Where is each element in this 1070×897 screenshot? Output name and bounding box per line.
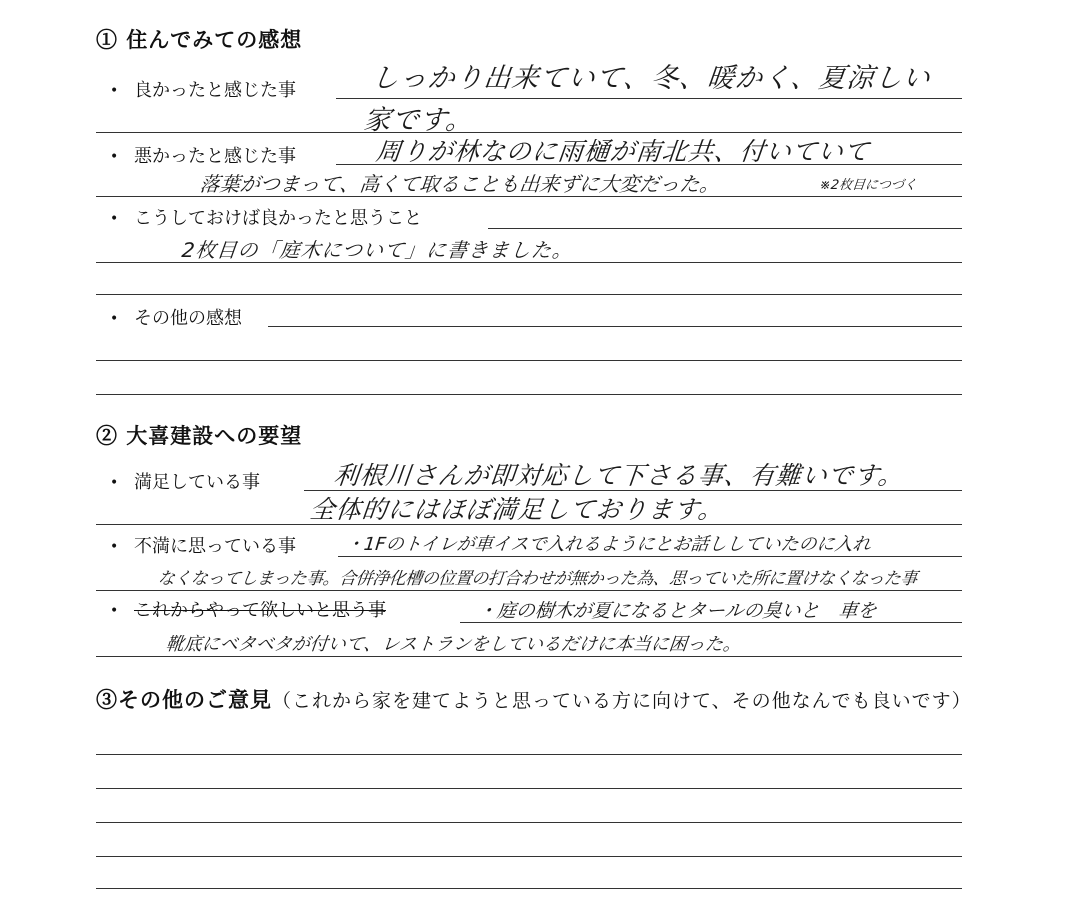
label-unsatisfied: • 不満に思っている事	[110, 536, 300, 558]
answer-line	[96, 888, 962, 889]
answer-satisfied-line1: 利根川さんが即対応して下さる事、有難いです。	[332, 461, 906, 490]
label-good: • 良かったと感じた事	[110, 80, 300, 102]
bullet-icon: •	[110, 475, 119, 491]
answer-want-line1: ・庭の樹木が夏になるとタールの臭いと 車を	[476, 600, 878, 622]
answer-line	[96, 294, 962, 295]
answer-want-line2: 靴底にベタベタが付いて、レストランをしているだけに本当に困った。	[164, 634, 743, 655]
answer-bad-note: ※2枚目につづく	[819, 178, 918, 193]
answer-line	[96, 360, 962, 361]
answer-line	[96, 822, 962, 823]
answer-unsatisfied-line2: なくなってしまった事。合併浄化槽の位置の打合わせが無かった為、思っていた所に置けなくなった事	[156, 569, 918, 589]
label-satisfied: • 満足している事	[110, 472, 264, 494]
bullet-icon: •	[110, 149, 119, 165]
answer-line	[96, 394, 962, 395]
answer-bad-line1: 周りが林なのに雨樋が南北共、付いていて	[374, 137, 872, 166]
answer-good-line1: しっかり出来ていて、冬、暖かく、夏涼しい	[370, 63, 933, 94]
bullet-icon: •	[110, 603, 119, 619]
label-should: • こうしておけば良かったと思うこと	[110, 208, 426, 230]
section-2-title: ② 大喜建設への要望	[96, 423, 303, 448]
answer-line	[338, 556, 962, 557]
section-3-title: ③その他のご意見（これから家を建てようと思っている方に向けて、その他なんでも良いです）	[96, 687, 972, 712]
answer-should-line1: 2枚目の「庭木について」に書きました。	[180, 238, 575, 262]
label-bad: • 悪かったと感じた事	[110, 146, 300, 168]
answer-line	[96, 656, 962, 657]
answer-line	[96, 590, 962, 591]
answer-good-line2: 家です。	[362, 105, 476, 136]
label-want-struck: • これからやって欲しいと思う事	[110, 600, 390, 622]
answer-line	[96, 856, 962, 857]
bullet-icon: •	[110, 539, 119, 555]
answer-satisfied-line2: 全体的にはほぼ満足しております。	[308, 495, 726, 524]
answer-line	[96, 788, 962, 789]
answer-line	[488, 228, 962, 229]
answer-line	[96, 754, 962, 755]
answer-line	[268, 326, 962, 327]
bullet-icon: •	[110, 83, 119, 99]
bullet-icon: •	[110, 311, 119, 327]
answer-unsatisfied-line1: ・1Fのトイレが車イスで入れるようにとお話ししていたのに入れ	[344, 534, 872, 555]
section-3-subtitle: （これから家を建てようと思っている方に向けて、その他なんでも良いです）	[272, 690, 972, 712]
answer-line	[96, 262, 962, 263]
bullet-icon: •	[110, 211, 119, 227]
section-1-title: ① 住んでみての感想	[96, 27, 303, 52]
label-other: • その他の感想	[110, 308, 246, 330]
answer-bad-line2: 落葉がつまって、高くて取ることも出来ずに大変だった。	[198, 172, 721, 196]
